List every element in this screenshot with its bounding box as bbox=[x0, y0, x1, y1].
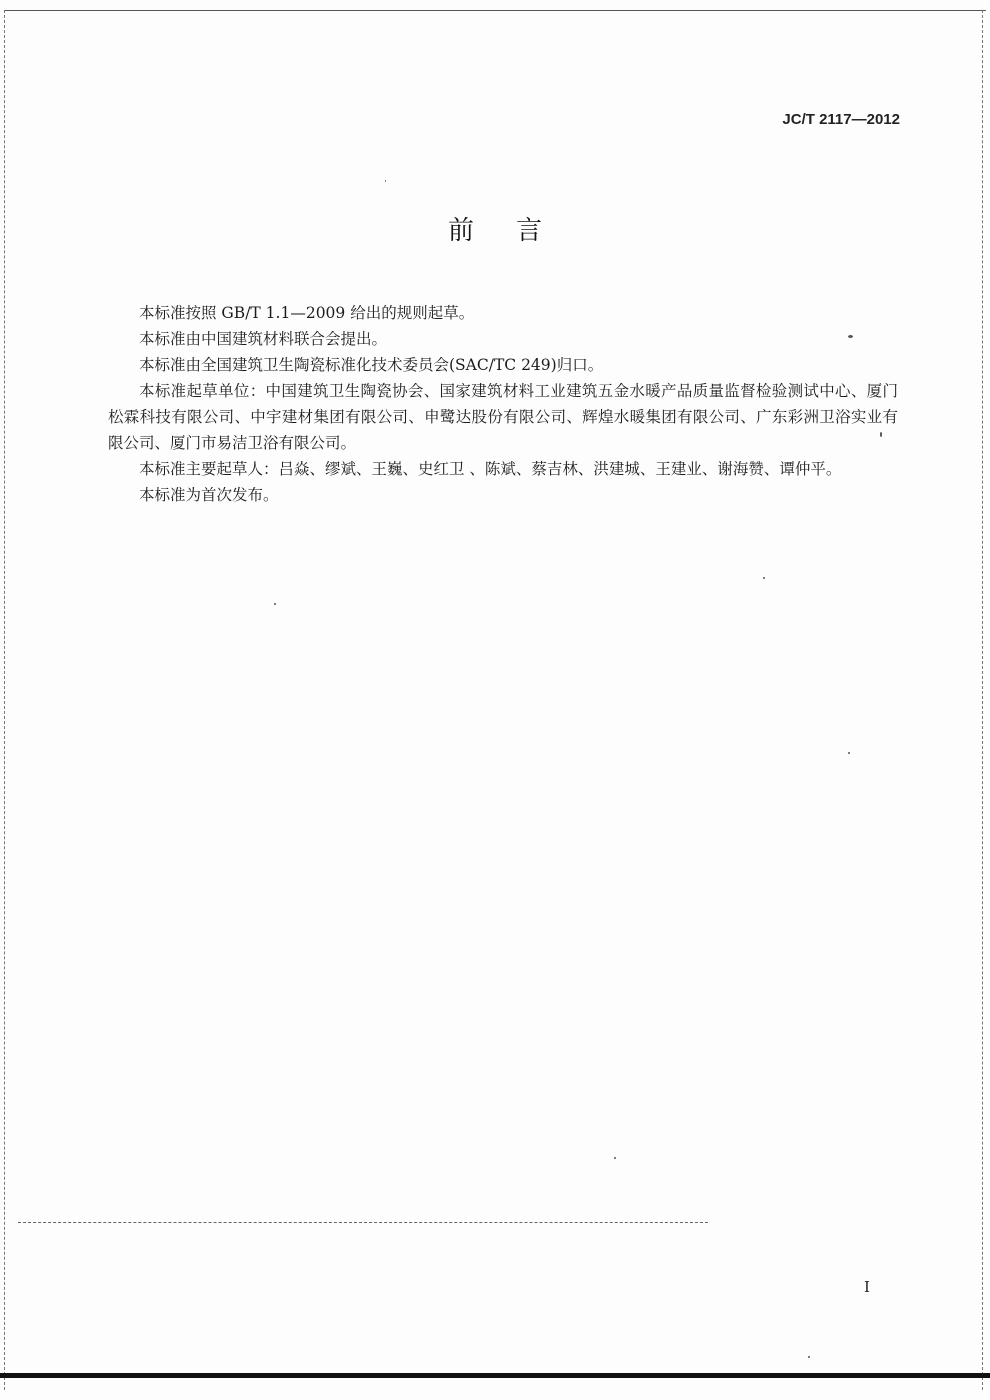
scan-speck bbox=[848, 752, 850, 754]
standard-code-text: JC/T 2117—2012 bbox=[782, 111, 900, 128]
standard-code bbox=[782, 111, 900, 128]
paragraph-proposer: 本标准由中国建筑材料联合会提出。 bbox=[139, 330, 388, 348]
scan-speck bbox=[763, 577, 765, 579]
page-border-top bbox=[4, 10, 986, 11]
scan-speck bbox=[614, 1157, 616, 1159]
scan-speck bbox=[848, 335, 853, 338]
footer-divider bbox=[18, 1222, 708, 1223]
paragraph-drafting-units: 本标准起草单位：中国建筑卫生陶瓷协会、国家建筑材料工业建筑五金水暖产品质量监督检验测试中心、厦门松霖科技有限公司、中宇建材集团有限公司、申鹭达股份有限公司、辉煌水暖集团有限公司、广东彩洲卫浴实业有限公司、厦门市易洁卫浴有限公司。 bbox=[108, 382, 898, 452]
page-border-bottom bbox=[0, 1373, 990, 1378]
page-number: I bbox=[864, 1278, 870, 1296]
page-title: 前言 bbox=[447, 216, 584, 246]
paragraph-first-release: 本标准为首次发布。 bbox=[139, 486, 279, 504]
foreword-body bbox=[108, 300, 898, 508]
scan-speck bbox=[385, 180, 386, 182]
scan-speck bbox=[274, 603, 276, 605]
paragraph-technical-committee: 本标准由全国建筑卫生陶瓷标准化技术委员会(SAC/TC 249)归口。 bbox=[139, 356, 604, 374]
scan-speck bbox=[880, 432, 882, 437]
paragraph-drafting-rules: 本标准按照 GB/T 1.1—2009 给出的规则起草。 bbox=[139, 304, 475, 322]
scan-speck bbox=[808, 1356, 810, 1358]
paragraph-drafters: 本标准主要起草人：吕焱、缪斌、王巍、史红卫 、陈斌、蔡吉林、洪建城、王建业、谢海赞、谭仲平。 bbox=[139, 460, 842, 478]
